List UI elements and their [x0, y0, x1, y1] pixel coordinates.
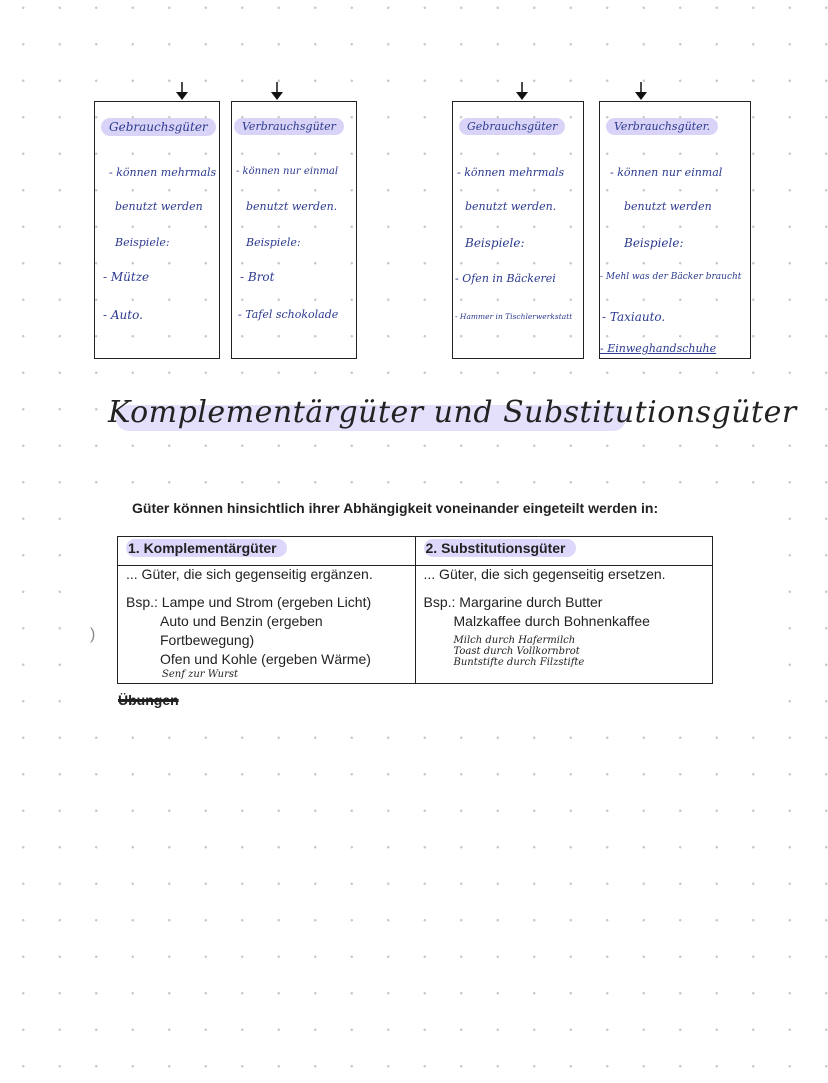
box-line: - Ofen in Bäckerei	[455, 272, 556, 285]
example-line: Bsp.: Margarine durch Butter	[423, 594, 603, 610]
box-line: Beispiele:	[465, 236, 525, 250]
box-line: - Mütze	[103, 270, 150, 284]
intro-text: Güter können hinsichtlich ihrer Abhängigkeit voneinander eingeteilt werden in:	[132, 500, 659, 516]
box-line: - Tafel schokolade	[238, 308, 339, 321]
box-verbrauchsgueter-2	[599, 101, 751, 359]
box-title: Gebrauchsgüter	[459, 118, 565, 135]
examples-komplementaer	[118, 585, 416, 684]
definition-substitution: ... Güter, die sich gegenseitig ersetzen.	[415, 566, 713, 586]
example-line: Bsp.: Lampe und Strom (ergeben Licht)	[126, 594, 372, 610]
down-arrow-icon	[175, 82, 189, 100]
box-line: - können nur einmal	[610, 166, 723, 179]
example-line: Ofen und Kohle (ergeben Wärme)	[160, 651, 371, 667]
box-line: Beispiele:	[246, 236, 301, 249]
header-substitution	[415, 537, 713, 566]
header-label: 2. Substitutionsgüter	[424, 539, 576, 557]
header-komplementaer	[118, 537, 416, 566]
box-line: benutzt werden.	[465, 200, 557, 213]
page-title-text: Komplementärgüter und Substitutionsgüter	[108, 395, 797, 430]
box-verbrauchsgueter-1	[231, 101, 357, 359]
page-title	[108, 395, 797, 435]
example-line: Auto und Benzin (ergeben	[160, 613, 323, 629]
box-title: Verbrauchsgüter.	[606, 118, 718, 135]
box-line: - Mehl was der Bäcker braucht	[600, 272, 742, 282]
box-line: benutzt werden	[624, 200, 712, 213]
uebungen-label: Übungen	[118, 692, 179, 708]
examples-substitution	[415, 585, 713, 684]
box-line: - können nur einmal	[236, 166, 339, 177]
box-line: - Auto.	[103, 308, 143, 322]
handwritten-example: Buntstifte durch Filzstifte	[453, 657, 585, 668]
box-line: - Hammer in Tischlerwerkstatt	[455, 312, 573, 321]
box-line: - können mehrmals	[457, 166, 565, 179]
box-title: Verbrauchsgüter	[234, 118, 344, 135]
down-arrow-icon	[515, 82, 529, 100]
box-line: - können mehrmals	[109, 166, 217, 179]
handwritten-example: Senf zur Wurst	[162, 669, 239, 680]
box-line: - Einweghandschuhe	[600, 342, 717, 355]
box-line: benutzt werden	[115, 200, 203, 213]
down-arrow-icon	[634, 82, 648, 100]
box-line: Beispiele:	[115, 236, 170, 249]
table-header-row	[118, 537, 713, 566]
down-arrow-icon	[270, 82, 284, 100]
table-definition-row	[118, 566, 713, 586]
example-line: Malzkaffee durch Bohnenkaffee	[453, 613, 650, 629]
table-examples-row	[118, 585, 713, 684]
header-label: 1. Komplementärgüter	[126, 539, 287, 557]
box-gebrauchsgueter-2	[452, 101, 584, 359]
goods-table	[117, 536, 713, 684]
handwritten-example: Toast durch Vollkornbrot	[453, 646, 580, 657]
box-gebrauchsgueter-1	[94, 101, 220, 359]
margin-mark: )	[90, 626, 96, 643]
box-title: Gebrauchsgüter	[101, 118, 216, 136]
handwritten-example: Milch durch Hafermilch	[453, 635, 576, 646]
example-line: Fortbewegung)	[160, 632, 255, 648]
box-line: - Brot	[240, 270, 275, 284]
box-line: Beispiele:	[624, 236, 684, 250]
box-line: - Taxiauto.	[602, 310, 666, 324]
box-line: benutzt werden.	[246, 200, 338, 213]
definition-komplementaer: ... Güter, die sich gegenseitig ergänzen.	[118, 566, 416, 586]
